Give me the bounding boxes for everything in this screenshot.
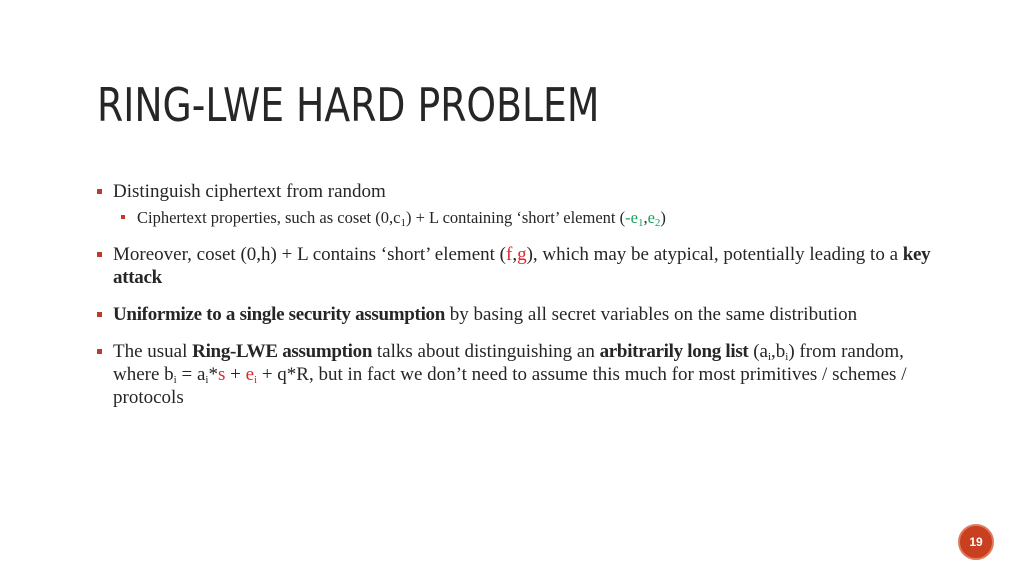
e-term: e <box>245 364 255 385</box>
bullet-text: Distinguish ciphertext from random <box>113 181 386 202</box>
sub-bullet-marker <box>121 215 125 219</box>
s-term: s <box>217 364 226 385</box>
text: = a <box>176 364 206 385</box>
text: by basing all secret variables on the same distribution <box>445 304 858 325</box>
bullet-marker <box>97 349 102 354</box>
sub-bullet-ciphertext-properties <box>121 207 937 229</box>
subscript: i <box>785 351 789 363</box>
page-number-badge <box>958 524 994 560</box>
slide-title: RING-LWE HARD PROBLEM <box>97 78 600 132</box>
text: ), which may be atypical, potentially leading to a <box>526 244 903 265</box>
bold-text: arbitrarily long list <box>599 341 749 362</box>
text: , <box>512 244 518 265</box>
subscript: 2 <box>654 217 661 229</box>
page-number: 19 <box>969 535 983 549</box>
text: + q*R, but in fact we don’t need to assume this much for most primitives / schemes / protocols <box>113 364 907 408</box>
bullet-uniformize <box>97 303 937 326</box>
e1-term: -e <box>625 208 638 227</box>
subscript: 1 <box>637 217 644 229</box>
text: * <box>208 364 218 385</box>
text: Moreover, coset (0,h) + L contains ‘short’ element ( <box>113 244 506 265</box>
bullet-marker <box>97 312 102 317</box>
bold-text: Uniformize to a single security assumption <box>113 304 446 325</box>
bold-text: key attack <box>113 244 931 288</box>
bullet-distinguish <box>97 180 937 203</box>
text: (a <box>748 341 768 362</box>
bullet-list <box>97 180 937 409</box>
bullet-marker <box>97 189 102 194</box>
text: + <box>225 364 246 385</box>
subscript: i <box>173 374 177 386</box>
bullet-marker <box>97 252 102 257</box>
g-term: g <box>517 244 527 265</box>
subscript: i <box>767 351 772 363</box>
e2-term: e <box>647 208 655 227</box>
text: , <box>643 208 648 227</box>
f-term: f <box>506 244 513 265</box>
text: ) from random, where b <box>113 341 904 385</box>
text: ,b <box>771 341 786 362</box>
text: Ciphertext properties, such as coset (0,c <box>137 208 401 227</box>
text: ) <box>660 208 666 227</box>
subscript: i <box>254 374 258 386</box>
subscript: i <box>205 374 209 386</box>
text: ) + L containing ‘short’ element ( <box>405 208 626 227</box>
subscript: 1 <box>400 217 406 229</box>
text: talks about distinguishing an <box>372 341 600 362</box>
bullet-coset-short-element <box>97 243 937 289</box>
bold-text: Ring-LWE assumption <box>192 341 373 362</box>
bullet-ring-lwe-assumption <box>97 340 937 409</box>
text: The usual <box>113 341 193 362</box>
